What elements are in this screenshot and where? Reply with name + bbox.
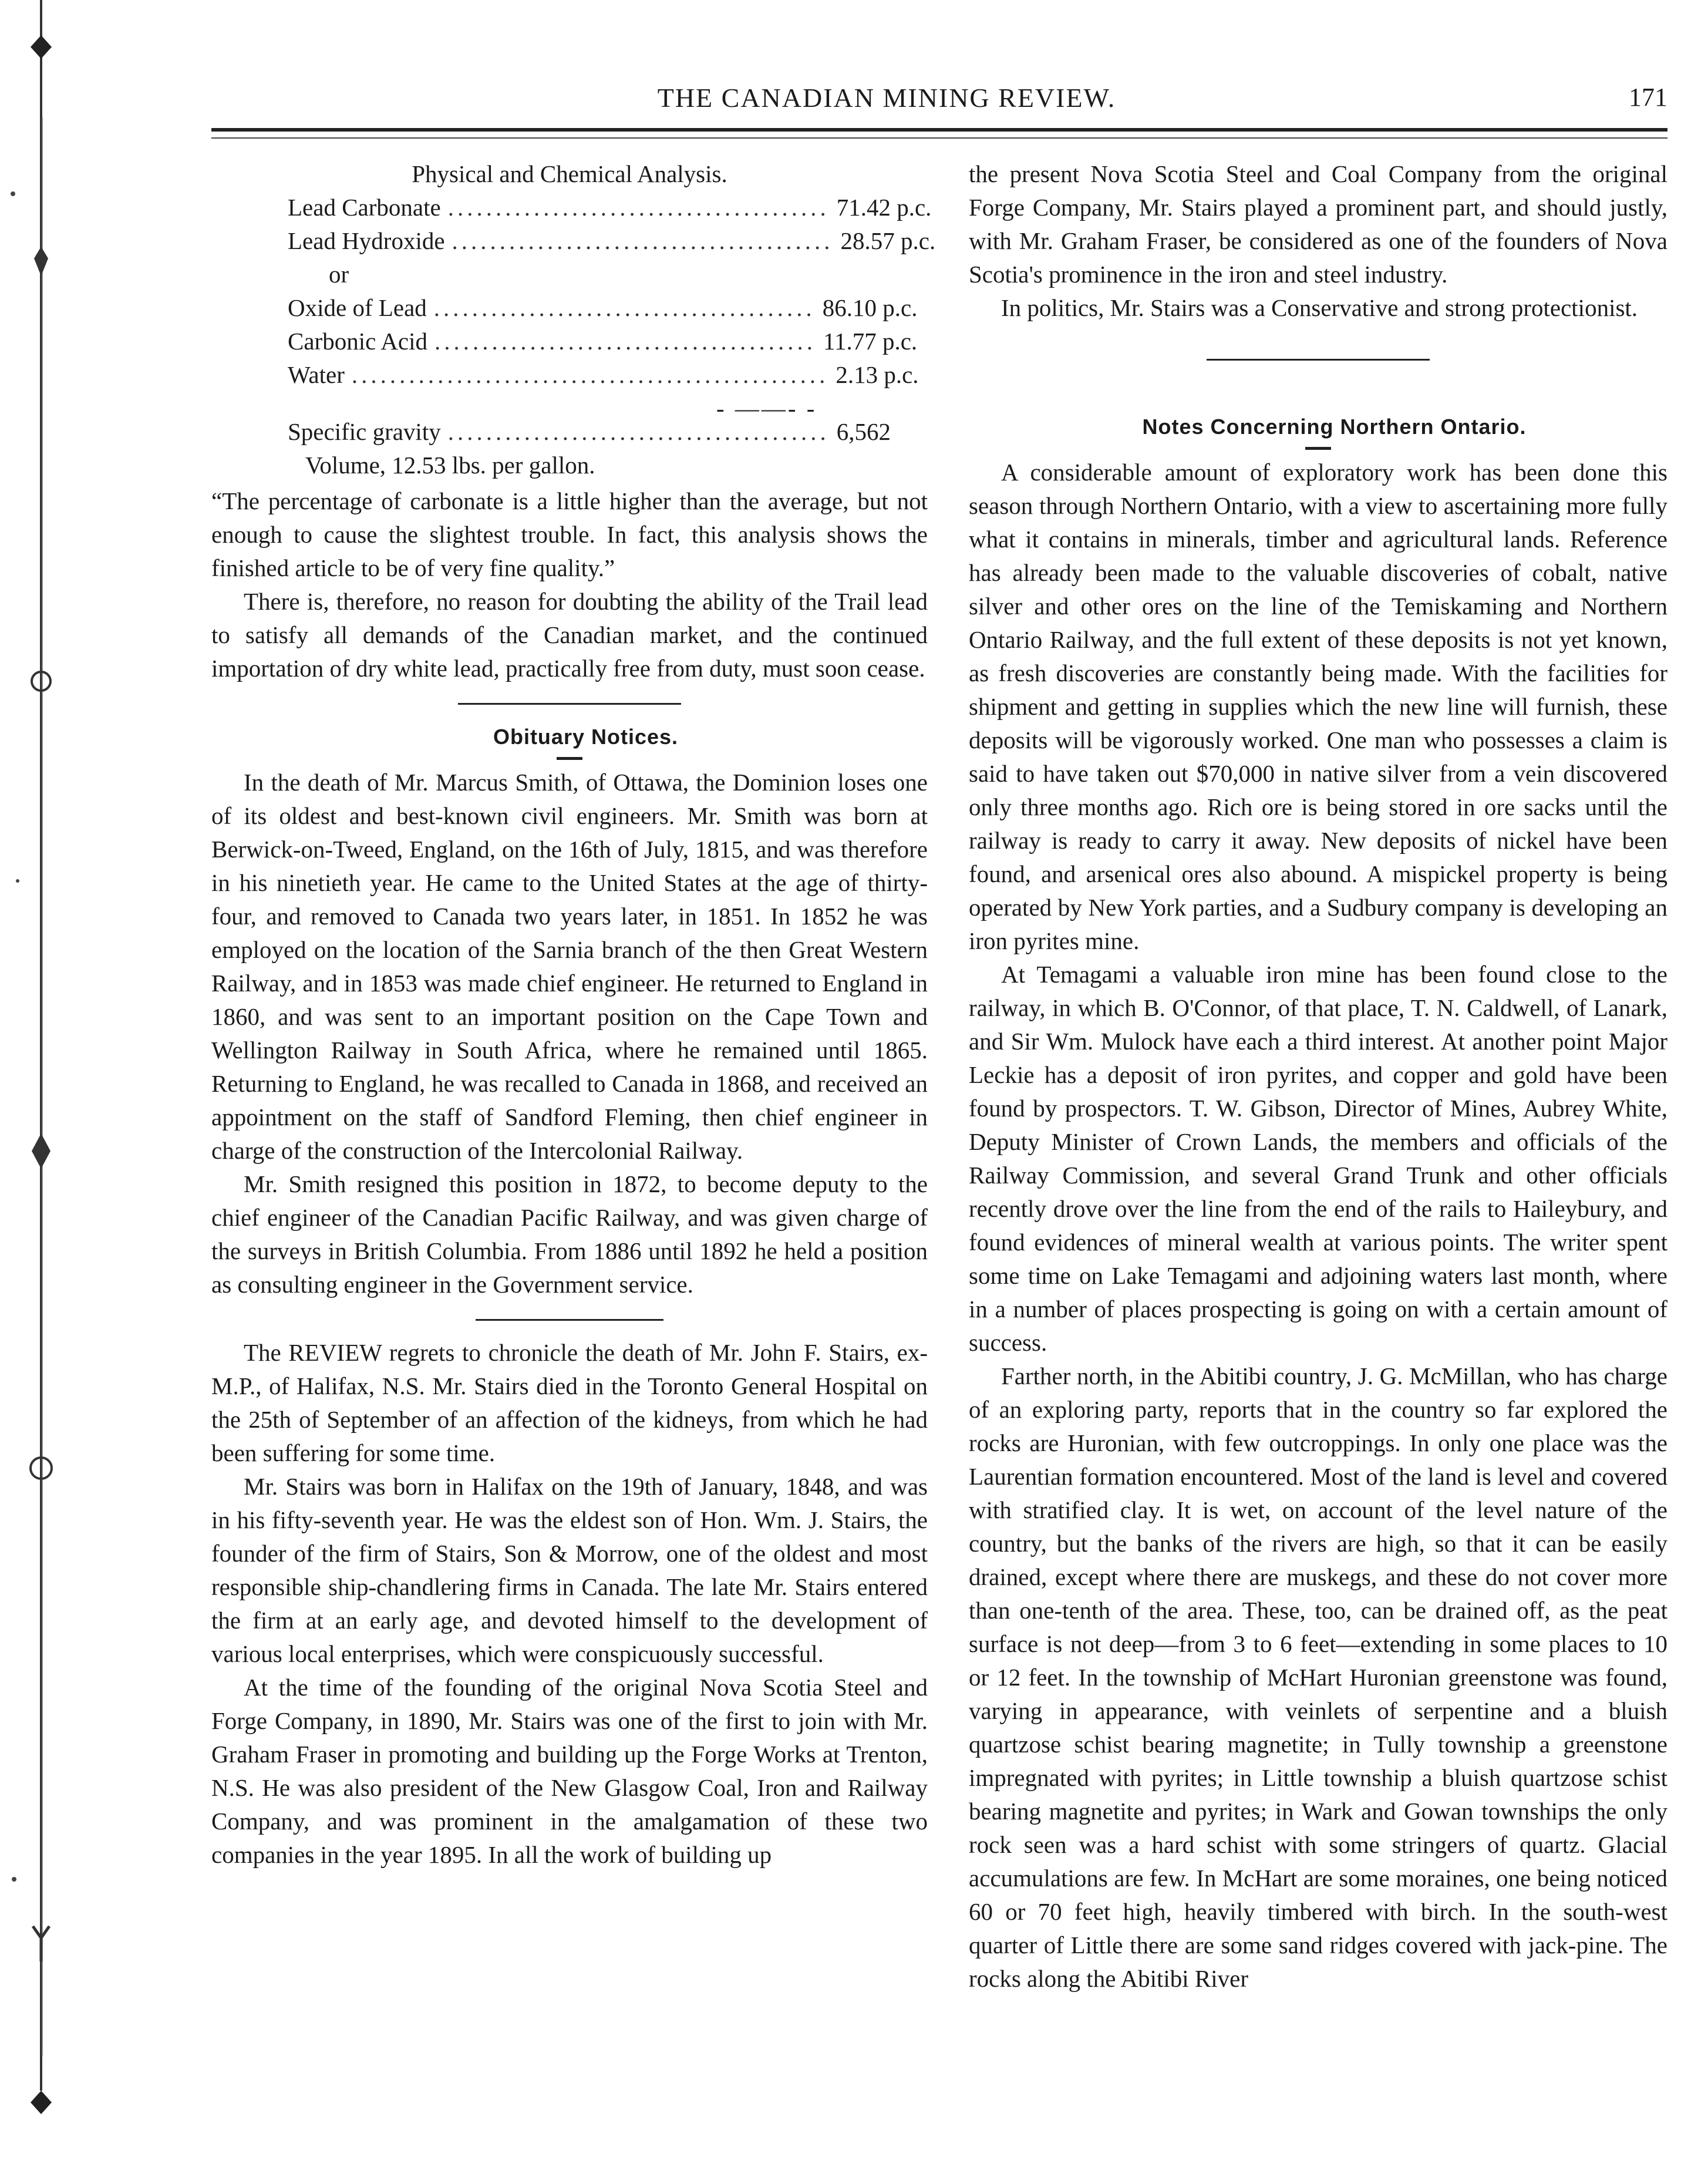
analysis-name: Specific gravity — [288, 418, 441, 445]
leader-dots: ........................................ — [447, 194, 830, 221]
paragraph: At the time of the founding of the original Nova Scotia Steel and Forge Company, in 1890, Mr. Stairs was one of the first to join with Mr. Graham Fraser in promoting and building up the Forge Works at Trenton, N.S. He was also president of the New Glasgow Coal, Iron and Railway Company, and was prominent in the amalgamation of these two companies in the year 1895. In all the work of building up — [211, 1674, 928, 1868]
paragraph: The REVIEW regrets to chronicle the death of Mr. John F. Stairs, ex-M.P., of Halifax, N.S. Mr. Stairs died in the Toronto General Hospital on the 25th of September of an affection of the kidneys, from which he had been suffering for some time. — [211, 1339, 928, 1466]
section-heading: Obituary Notices. — [493, 725, 679, 749]
leader-dots: .................................................. — [351, 361, 829, 388]
analysis-value: 11.77 p.c. — [823, 328, 918, 355]
leader-dots: ........................................ — [447, 418, 830, 445]
section-rule — [476, 1319, 663, 1321]
heading-dash — [557, 757, 582, 760]
paragraph: In politics, Mr. Stairs was a Conservative and strong protectionist. — [1001, 294, 1638, 321]
paragraph: “The percentage of carbonate is a little higher than the average, but not enough to cause the slightest trouble. In fact, this analysis shows the finished article to be of very fine quality.” — [211, 487, 928, 581]
page-number: 171 — [1629, 83, 1667, 112]
paragraph: the present Nova Scotia Steel and Coal Company from the original Forge Company, Mr. Stairs played a prominent part, and should justly, with Mr. Graham Fraser, be considered as one of the founders of Nova Scotia's prominence in the iron and steel industry. — [969, 160, 1667, 288]
analysis-heading: Physical and Chemical Analysis. — [412, 160, 727, 187]
spacer — [969, 376, 1667, 410]
leader-dots: ........................................ — [434, 328, 816, 355]
paragraph: At Temagami a valuable iron mine has been found close to the railway, in which B. O'Connor, of that place, T. N. Caldwell, of Lanark, and Sir Wm. Mulock have each a third interest. At another point Major Leckie has a deposit of iron pyrites, and copper and gold have been found by prospectors. T. W. Gibson, Director of Mines, Aubrey White, Deputy Minister of Crown Lands, the members and officials of the Railway Commission, and several Grand Trunk and other officials recently drove over the line from the end of the rails to Haileybury, and found evidences of mineral wealth at various points. The writer spent some time on Lake Temagami and adjoining waters last month, where in a number of places prospecting is going on with a certain amount of success. — [969, 961, 1667, 1356]
analysis-row — [288, 415, 891, 449]
analysis-row — [288, 191, 932, 224]
analysis-row — [288, 291, 918, 325]
left-column — [211, 157, 936, 2131]
analysis-value: 86.10 p.c. — [822, 294, 918, 321]
binding-margin — [0, 0, 82, 2177]
analysis-value: 28.57 p.c. — [840, 227, 936, 254]
section-rule — [458, 703, 681, 705]
running-head: THE CANADIAN MINING REVIEW. — [657, 83, 1116, 113]
analysis-name: Oxide of Lead — [288, 294, 427, 321]
analysis-row — [288, 224, 936, 258]
analysis-table — [211, 157, 936, 482]
paragraph: In the death of Mr. Marcus Smith, of Ottawa, the Dominion loses one of its oldest and best-known civil engineers. Mr. Smith was born at Berwick-on-Tweed, England, on the 16th of July, 1815, and was therefore in his ninetieth year. He came to the United States at the age of thirty-four, and removed to Canada two years later, in 1851. In 1852 he was employed on the location of the Sarnia branch of the then Great Western Railway, and in 1853 was made chief engineer. He returned to England in 1860, and was sent to an important position on the Cape Town and Wellington Railway in South Africa, where he remained until 1865. Returning to England, he was recalled to Canada in 1868, and received an appointment on the staff of Sandford Fleming, then chief engineer in charge of the construction of the Intercolonial Railway. — [211, 769, 928, 1164]
analysis-name: Water — [288, 361, 345, 388]
page-header — [211, 82, 1667, 129]
analysis-value: 2.13 p.c. — [836, 361, 919, 388]
analysis-name: Carbonic Acid — [288, 328, 427, 355]
paragraph: A considerable amount of exploratory work has been done this season through Northern Ontario, with a view to ascertaining more fully what it contains in minerals, timber and agricultural lands. Reference has already been made to the valuable discoveries of cobalt, native silver and other ores on the line of the Temiskaming and Northern Ontario Railway, and the full extent of these deposits is not yet known, as fresh discoveries are constantly being made. With the facilities for shipment and getting in supplies which the new line will furnish, these deposits will be vigorously worked. One man who possesses a claim is said to have taken out $70,000 in native silver from a vein discovered only three months ago. Rich ore is being stored in ore sacks until the railway is ready to carry it away. New deposits of nickel have been found, and arsenical ores also abound. A mispickel property is being operated by New York parties, and a Sudbury company is developing an iron pyrites mine. — [969, 459, 1667, 954]
binding-margin-marks — [0, 0, 82, 2177]
paragraph: Mr. Stairs was born in Halifax on the 19th of January, 1848, and was in his fifty-seventh year. He was the eldest son of Hon. Wm. J. Stairs, the founder of the firm of Stairs, Son & Morrow, one of the oldest and most responsible ship-chandlering firms in Canada. The late Mr. Stairs entered the firm at an early age, and devoted himself to the development of various local enterprises, which were conspicuously successful. — [211, 1473, 928, 1667]
section-rule — [1207, 359, 1430, 361]
leader-dots: ........................................ — [433, 294, 816, 321]
leader-dots: ........................................ — [452, 227, 834, 254]
analysis-row — [288, 358, 919, 392]
section-heading: Notes Concerning Northern Ontario. — [1142, 415, 1527, 439]
right-column — [969, 157, 1667, 2131]
analysis-volume: Volume, 12.53 lbs. per gallon. — [305, 452, 595, 479]
paragraph: Mr. Smith resigned this position in 1872, to become deputy to the chief engineer of the Canadian Pacific Railway, and was given charge of the surveys in British Columbia. From 1886 until 1892 he held a position as consulting engineer in the Government service. — [211, 1170, 928, 1298]
analysis-value: 71.42 p.c. — [836, 194, 932, 221]
analysis-name: Lead Carbonate — [288, 194, 441, 221]
paragraph: Farther north, in the Abitibi country, J. G. McMillan, who has charge of an exploring party, reports that in the country so far explored the rocks are Huronian, with few outcroppings. In only one place was the Laurentian formation encountered. Most of the land is level and covered with stratified clay. It is wet, on account of the level nature of the country, but the banks of the rivers are high, so that it can be easily drained, except where there are muskegs, and these do not cover more than one-tenth of the area. These, too, can be drained off, as the peat surface is not deep—from 3 to 6 feet—extending in some places to 10 or 12 feet. In the township of McHart Huronian greenstone was found, varying in appearance, with veinlets of serpentine and a bluish quartzose schist bearing magnetite; in Tully township a greenstone impregnated with pyrites; in Little township a bluish quartzose schist bearing magnetite and pyrites; in Wark and Gowan townships the only rock seen was a hard schist with some stringers of quartz. Glacial accumulations are few. In McHart are some moraines, one being noticed 60 or 70 feet high, heavily timbered with birch. In the south-west quarter of Little there are some sand ridges covered with jack-pine. The rocks along the Abitibi River — [969, 1362, 1667, 1992]
analysis-value: 6,562 — [836, 418, 891, 445]
analysis-dash: - ——- - — [716, 395, 817, 422]
heading-dash — [1305, 447, 1331, 450]
analysis-or: or — [329, 261, 349, 288]
analysis-row — [288, 325, 918, 358]
paragraph: There is, therefore, no reason for doubting the ability of the Trail lead to satisfy all demands of the Canadian market, and the continued importation of dry white lead, practically free from duty, must soon cease. — [211, 588, 928, 682]
analysis-name: Lead Hydroxide — [288, 227, 445, 254]
header-rule — [211, 128, 1667, 139]
